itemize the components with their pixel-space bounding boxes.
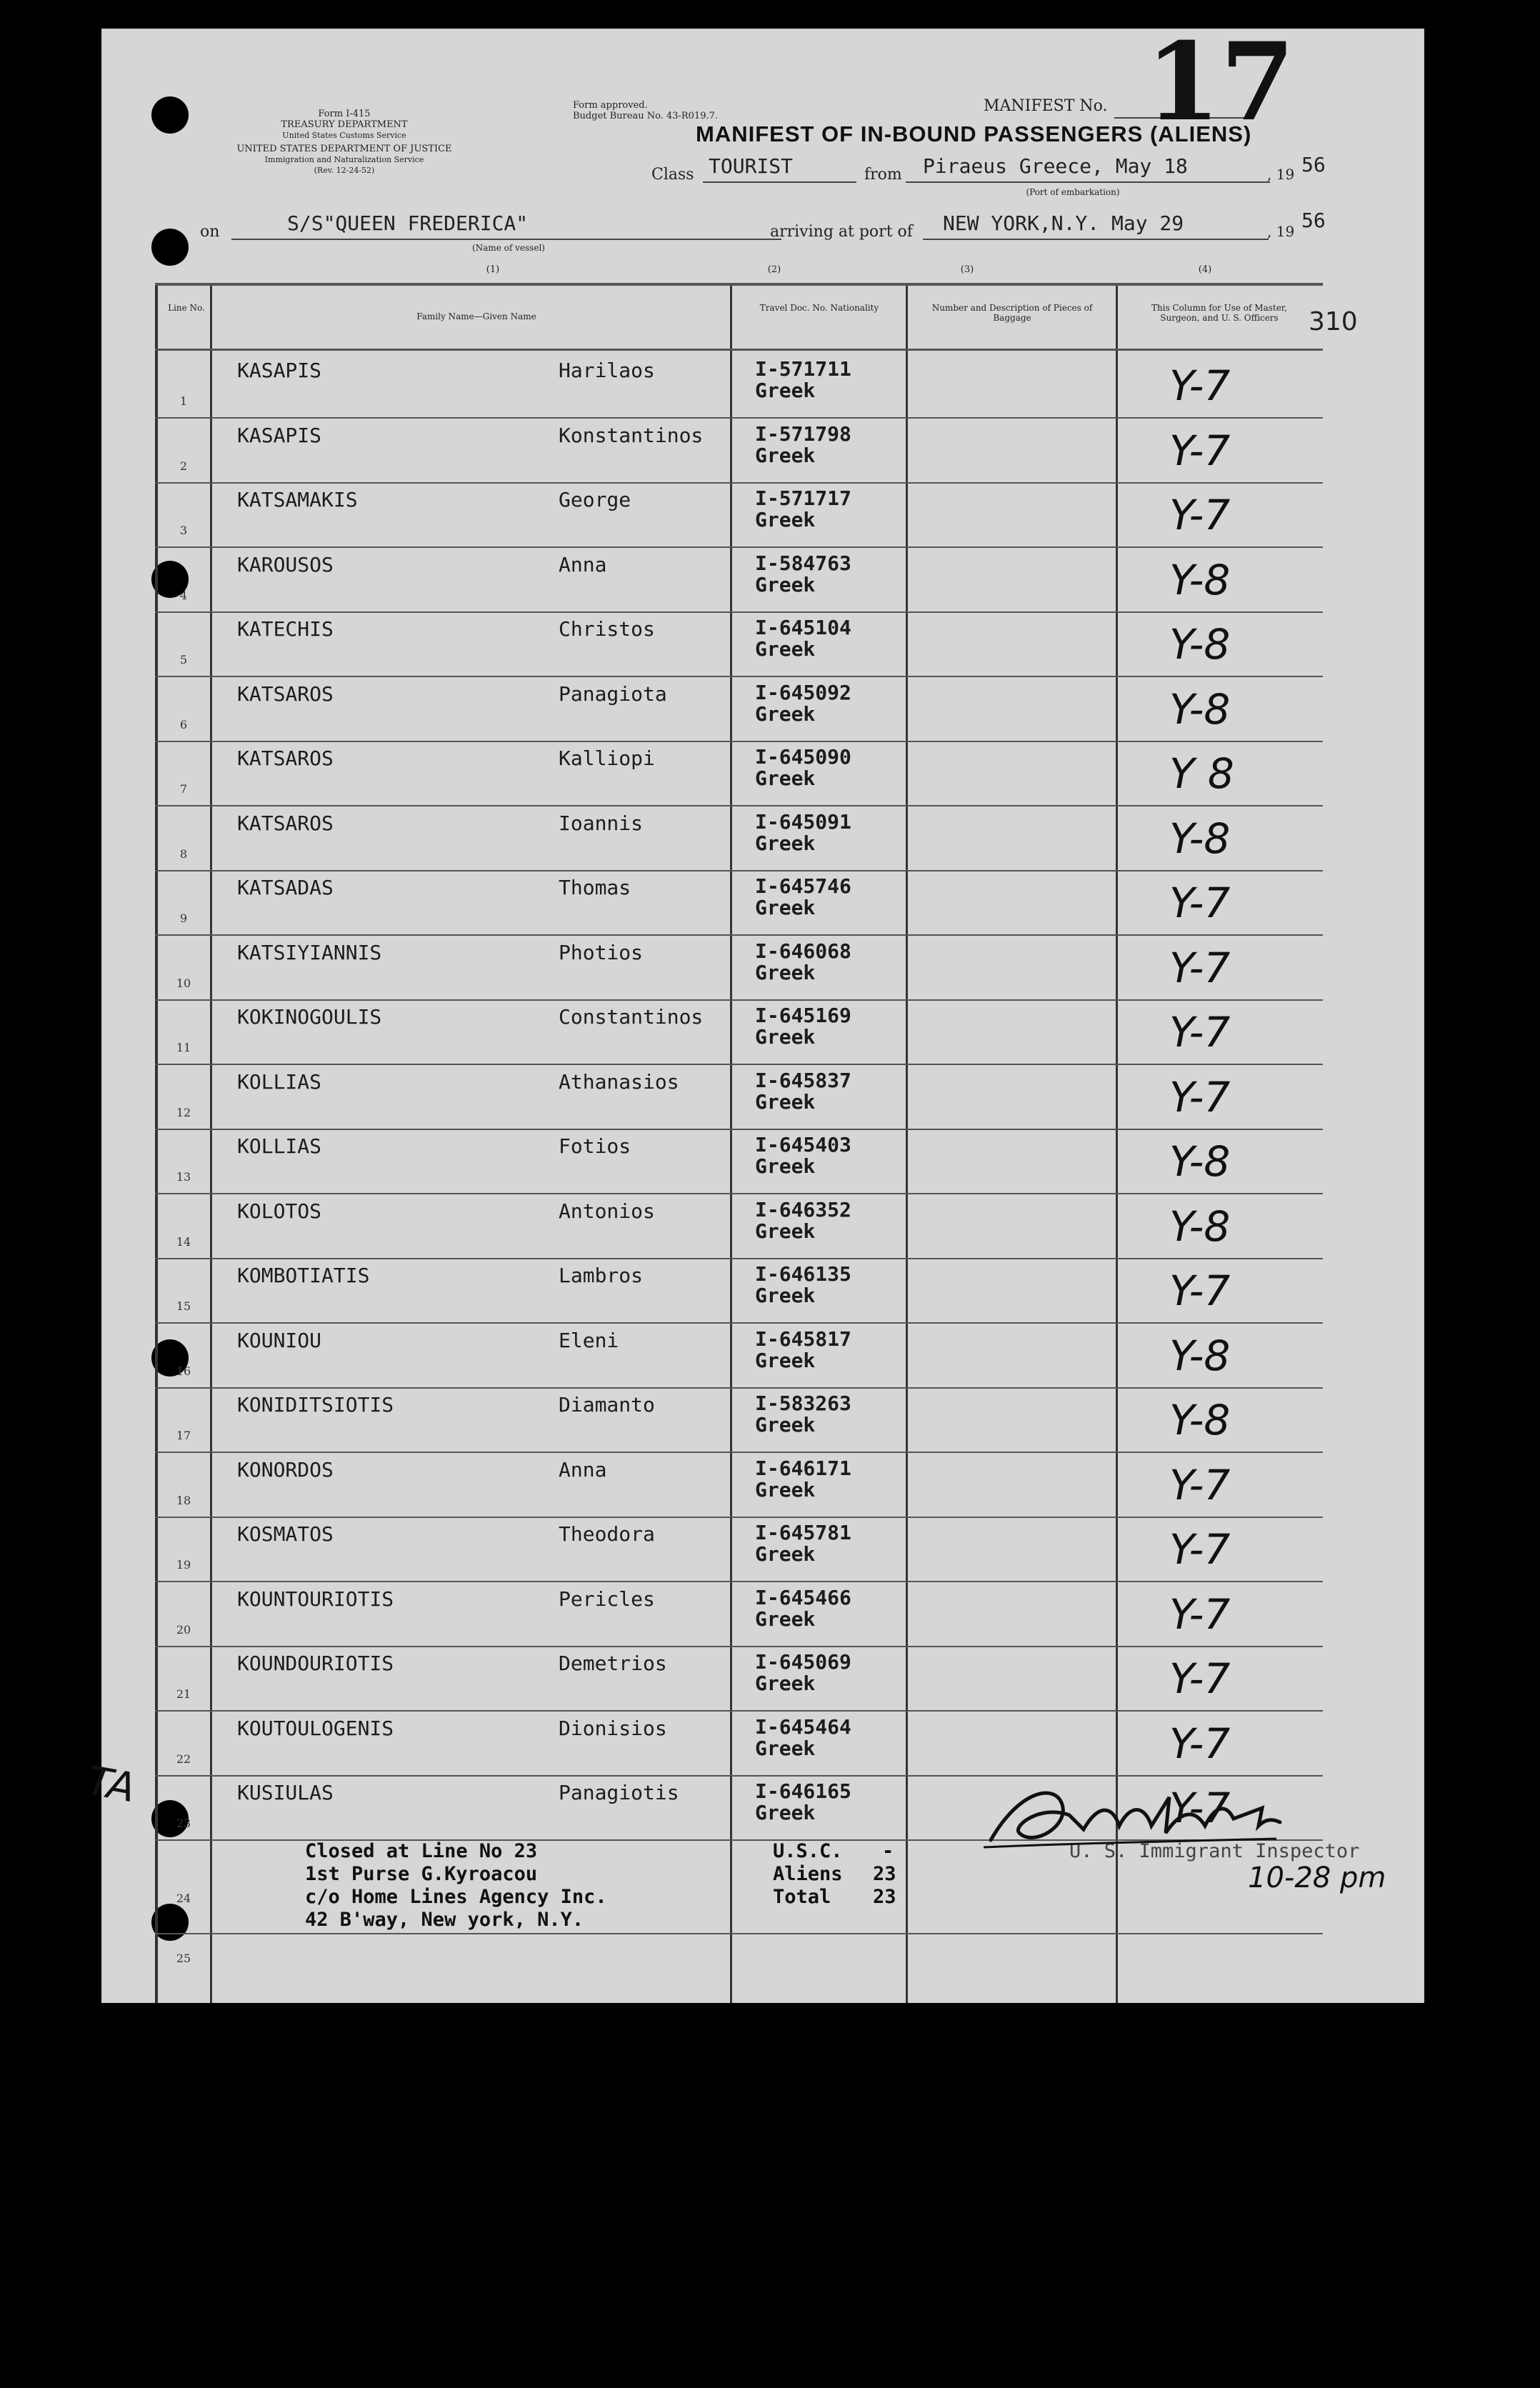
line-number: 14 [176,1234,191,1249]
nationality: Greek [755,1801,816,1824]
line-number: 7 [179,782,188,796]
table-row [155,1389,1323,1453]
given-name: Anna [559,552,607,576]
dept-treasury: TREASURY DEPARTMENT [281,119,408,130]
nationality: Greek [755,1348,816,1372]
margin-note: TA [83,1757,139,1812]
nationality: Greek [755,1025,816,1049]
nationality: Greek [755,572,816,596]
col-header-doc: Travel Doc. No. Nationality [759,303,879,313]
table-row [155,1195,1323,1259]
family-name: KASAPIS [237,359,322,382]
table-row [155,742,1323,806]
closing-line-4: 42 B'way, New york, N.Y. [305,1909,584,1931]
arriving-label: arriving at port of [770,223,913,241]
family-name: KATECHIS [237,617,334,641]
nationality: Greek [755,1089,816,1114]
row-divider [155,1933,1323,1934]
nationality: Greek [755,1154,816,1178]
class-underline [703,181,856,183]
given-name: Antonios [559,1199,655,1223]
given-name: Athanasios [559,1069,679,1094]
nationality: Greek [755,1219,816,1243]
total-value: 23 [873,1886,896,1908]
travel-doc-number: I-646135 [755,1262,851,1286]
manifest-sheet [83,19,1424,2003]
given-name: Panagiotis [559,1781,679,1804]
family-name: KOLOTOS [237,1199,322,1223]
year-1: 56 [1301,153,1326,176]
class-label: Class [651,166,694,184]
family-name: KAROUSOS [237,552,334,576]
nationality: Greek [755,960,816,984]
officer-mark: Y-7 [1169,1784,1231,1832]
manifest-number: 17 [1146,19,1295,145]
line-number: 23 [176,1817,191,1830]
family-name: KOMBOTIATIS [237,1264,370,1287]
family-name: KATSAROS [237,811,334,835]
nationality: Greek [755,1542,816,1566]
total-label: Total [773,1886,831,1908]
col-header-line: Line No. [168,303,205,313]
family-name: KOSMATOS [237,1522,334,1546]
given-name: Christos [559,617,655,641]
given-name: Ioannis [559,811,644,835]
table-row [155,1259,1323,1324]
given-name: Pericles [559,1587,655,1611]
vessel-caption: (Name of vessel) [472,243,545,253]
nationality: Greek [755,1284,816,1307]
line-number: 5 [179,653,188,666]
given-name: Constantinos [559,1005,704,1029]
punch-hole [151,229,189,266]
given-name: Lambros [559,1264,644,1287]
line-number: 19 [176,1558,191,1572]
from-underline [906,181,1270,183]
aliens-value: 23 [873,1863,896,1885]
inspector-note: 10-28 pm [1248,1862,1386,1894]
line-number: 21 [176,1687,191,1701]
family-name: KOUNTOURIOTIS [237,1587,394,1611]
officer-mark: Y-7 [1169,1654,1231,1703]
table-header-border [155,349,1323,351]
arriving-value: NEW YORK,N.Y. May 29 [943,211,1184,235]
family-name: KONORDOS [237,1457,334,1482]
travel-doc-number: I-571717 [755,486,851,510]
inspector-caption: U. S. Immigrant Inspector [1069,1840,1360,1862]
arriving-underline [923,239,1269,240]
year-prefix-1: , 19 [1267,166,1295,183]
officer-mark: Y-7 [1169,1589,1231,1639]
travel-doc-number: I-571798 [755,421,851,446]
travel-doc-number: I-645464 [755,1714,851,1739]
travel-doc-number: I-646068 [755,939,851,963]
officer-mark: Y-7 [1169,1008,1231,1056]
family-name: KONIDITSIOTIS [237,1393,394,1417]
given-name: Kalliopi [559,746,655,770]
officer-mark: Y-8 [1169,1331,1231,1380]
table-row [155,936,1323,1001]
line-number: 18 [176,1493,191,1507]
travel-doc-number: I-645817 [755,1327,851,1351]
manifest-title: MANIFEST OF IN-BOUND PASSENGERS (ALIENS) [696,121,1252,146]
dept-justice: UNITED STATES DEPARTMENT OF JUSTICE [236,144,452,154]
page-mark: 310 [1309,307,1358,336]
family-name: KOLLIAS [237,1134,322,1158]
dept-treasury-sub: United States Customs Service [282,131,406,140]
punch-hole [151,96,189,134]
family-name: KOKINOGOULIS [237,1005,382,1029]
table-row [155,1583,1323,1647]
nationality: Greek [755,379,816,402]
nationality: Greek [755,1607,816,1631]
given-name: Konstantinos [559,423,704,447]
form-revision: (Rev. 12-24-52) [314,166,375,175]
travel-doc-number: I-646171 [755,1456,851,1480]
closing-line-3: c/o Home Lines Agency Inc. [305,1886,607,1908]
family-name: KOLLIAS [237,1069,322,1094]
usc-label: U.S.C. [773,1840,843,1862]
travel-doc-number: I-645781 [755,1521,851,1544]
travel-doc-number: I-646165 [755,1779,851,1803]
from-value: Piraeus Greece, May 18 [923,154,1188,178]
family-name: KATSIYIANNIS [237,940,382,964]
aliens-label: Aliens [773,1863,843,1885]
col-header-name: Family Name—Given Name [416,311,536,321]
family-name: KATSAROS [237,681,334,706]
given-name: Anna [559,1457,607,1482]
table-row [155,1324,1323,1389]
officer-mark: Y 8 [1169,749,1234,798]
inspector-signature [976,1776,1284,1862]
travel-doc-number: I-646352 [755,1197,851,1222]
officer-mark: Y-8 [1169,684,1231,734]
officer-mark: Y-8 [1169,1137,1231,1186]
col-num-2: (2) [767,264,781,275]
officer-mark: Y-7 [1169,943,1231,992]
year-prefix-2: , 19 [1267,223,1295,240]
officer-mark: Y-8 [1169,1202,1231,1251]
line-number: 4 [179,588,188,602]
closing-line-2: 1st Purse G.Kyroacou [305,1863,538,1885]
col-header-baggage: Number and Description of Pieces of Baggage [931,303,1093,323]
line-number: 17 [176,1429,191,1442]
line-number: 22 [176,1752,191,1766]
line-number: 9 [179,911,188,925]
nationality: Greek [755,1736,816,1760]
table-top-border [155,283,1323,286]
travel-doc-number: I-645403 [755,1133,851,1156]
travel-doc-number: I-645092 [755,680,851,704]
officer-mark: Y-7 [1169,1267,1231,1315]
given-name: Harilaos [559,359,655,382]
col-header-officers: This Column for Use of Master, Surgeon, and U. S. Officers [1151,303,1288,323]
line-number: 13 [176,1170,191,1184]
travel-doc-number: I-583263 [755,1392,851,1415]
table-row [155,419,1323,484]
given-name: Panagiota [559,681,667,706]
table-row [155,354,1323,419]
vessel-underline [231,239,781,240]
table-row [155,1647,1323,1712]
line-number: 3 [179,524,188,537]
given-name: Eleni [559,1328,619,1352]
col-num-3: (3) [960,264,974,275]
family-name: KOUTOULOGENIS [237,1716,394,1740]
table-row [155,1454,1323,1518]
travel-doc-number: I-645466 [755,1585,851,1609]
table-row [155,549,1323,613]
nationality: Greek [755,1477,816,1502]
class-value: TOURIST [709,154,794,178]
travel-doc-number: I-645169 [755,1004,851,1027]
officer-mark: Y-7 [1169,361,1231,410]
nationality: Greek [755,1413,816,1437]
usc-value: - [882,1840,894,1862]
officer-mark: Y-8 [1169,555,1231,604]
col-num-1: (1) [486,264,500,275]
line-number: 16 [176,1364,191,1378]
nationality: Greek [755,637,816,661]
family-name: KUSIULAS [237,1781,334,1804]
nationality: Greek [755,701,816,726]
line-number: 8 [179,846,188,861]
dept-justice-sub: Immigration and Naturalization Service [264,155,424,164]
line-number: 6 [179,717,188,731]
officer-mark: Y-7 [1169,1460,1231,1509]
officer-mark: Y-7 [1169,426,1231,475]
nationality: Greek [755,443,816,467]
nationality: Greek [755,831,816,855]
vessel-name: S/S"QUEEN FREDERICA" [287,211,529,235]
form-agency-block [187,109,501,176]
table-row [155,871,1323,936]
nationality: Greek [755,896,816,919]
given-name: George [559,488,631,511]
given-name: Fotios [559,1134,631,1158]
line-number: 2 [179,459,188,473]
table-row [155,1001,1323,1065]
officer-mark: Y-7 [1169,491,1231,539]
table-row [155,1066,1323,1130]
line-number: 12 [176,1105,191,1119]
family-name: KOUNDOURIOTIS [237,1652,394,1675]
table-row [155,807,1323,871]
travel-doc-number: I-571711 [755,357,851,381]
line-number: 1 [179,394,188,408]
table-row [155,613,1323,677]
nationality: Greek [755,1672,816,1695]
table-row [155,484,1323,548]
family-name: KASAPIS [237,423,322,447]
given-name: Theodora [559,1522,655,1546]
travel-doc-number: I-645090 [755,745,851,769]
travel-doc-number: I-645746 [755,874,851,898]
table-row [155,1518,1323,1582]
line-number: 10 [176,976,191,990]
travel-doc-number: I-645069 [755,1650,851,1674]
line-number-24: 24 [176,1892,191,1905]
line-number: 11 [176,1041,191,1054]
table-row [155,1130,1323,1194]
travel-doc-number: I-645104 [755,616,851,639]
given-name: Diamanto [559,1393,655,1417]
line-number: 20 [176,1622,191,1637]
line-number: 15 [176,1299,191,1313]
on-label: on [200,223,220,241]
table-row [155,1712,1323,1777]
budget-bureau: Budget Bureau No. 43-R019.7. [573,111,719,121]
table-row [155,678,1323,742]
officer-mark: Y-7 [1169,1525,1231,1574]
travel-doc-number: I-645837 [755,1068,851,1092]
family-name: KOUNIOU [237,1328,322,1352]
nationality: Greek [755,508,816,531]
manifest-label: MANIFEST No. [984,97,1108,115]
col-num-4: (4) [1198,264,1212,275]
officer-mark: Y-7 [1169,1072,1231,1121]
given-name: Demetrios [559,1652,667,1675]
officer-mark: Y-7 [1169,1719,1231,1768]
given-name: Dionisios [559,1716,667,1740]
form-approved: Form approved. [573,100,648,111]
nationality: Greek [755,766,816,790]
travel-doc-number: I-645091 [755,809,851,834]
officer-mark: Y-8 [1169,814,1231,863]
given-name: Photios [559,940,644,964]
family-name: KATSAROS [237,746,334,770]
family-name: KATSADAS [237,876,334,899]
line-number-25: 25 [176,1952,191,1965]
from-label: from [864,166,902,184]
port-caption: (Port of embarkation) [1026,187,1120,197]
given-name: Thomas [559,876,631,899]
officer-mark: Y-8 [1169,620,1231,669]
officer-mark: Y-7 [1169,879,1231,927]
form-number: Form I-415 [318,109,371,119]
approval-block [573,100,759,121]
closing-line-1: Closed at Line No 23 [305,1840,538,1862]
year-2: 56 [1301,209,1326,232]
travel-doc-number: I-584763 [755,551,851,575]
officer-mark: Y-8 [1169,1396,1231,1444]
family-name: KATSAMAKIS [237,488,358,511]
